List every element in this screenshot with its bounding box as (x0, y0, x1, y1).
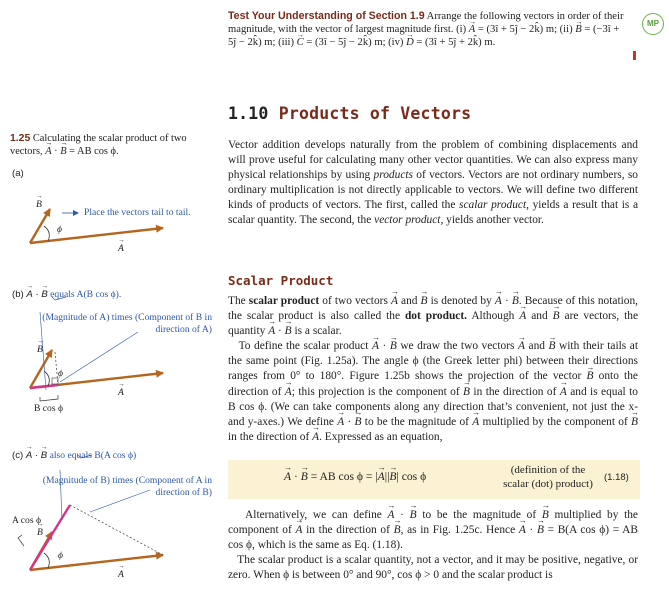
vector-a-symbol: → A (378, 470, 385, 483)
label-b (37, 344, 43, 355)
intro-emphasis: products (373, 169, 413, 182)
vector-a-symbol: → A (26, 289, 32, 300)
equation-description: (definition of the scalar (dot) product) (503, 464, 593, 490)
para-text: to be the magnitude of (416, 509, 542, 521)
para-text: in the direction of (470, 385, 560, 398)
para-text: to be the magnitude of (361, 415, 473, 428)
vector-b-symbol: → B (37, 527, 43, 538)
vector-a-symbol: → A (118, 243, 124, 254)
para-text: multiplied by the component of (479, 415, 632, 428)
section-heading (228, 104, 471, 123)
para-bold: scalar product (248, 295, 320, 307)
para-text: multiplied by the component of (228, 509, 638, 537)
para-text: is denoted by (427, 295, 495, 307)
vector-b-symbol: → B (575, 23, 581, 36)
vector-b-symbol: → B (285, 324, 292, 339)
section-number: 1.10 (228, 104, 269, 123)
panel-b-label: (b) (12, 289, 24, 300)
panel-c-heading: (c) → A · → B also equals B(A cos ϕ) (12, 450, 136, 462)
vector-a-symbol: → A (388, 508, 395, 523)
para-text: . Because of this notation, the scalar product is also called the (228, 295, 639, 323)
label-a (118, 243, 124, 254)
panel-c-note: (Magnitude of B) times (Component of A in direction of B) (42, 475, 212, 498)
vector-a-symbol: → A (268, 324, 275, 339)
test-your-understanding (228, 10, 630, 50)
equation-text: || (384, 470, 390, 483)
para-text: Although (467, 310, 520, 323)
para-text: and (397, 295, 421, 307)
vector-b-symbol: → B (512, 294, 519, 309)
para-bold: dot product. (404, 310, 467, 323)
para-text: . Expressed as an equation, (319, 430, 443, 443)
vector-b-symbol: → B (410, 508, 417, 523)
vector-b-symbol: → B (301, 470, 308, 483)
vector-a-symbol: → A (312, 430, 319, 445)
vector-a-symbol: → A (118, 569, 124, 580)
panel-b-length-label: B cos ϕ (34, 403, 64, 414)
equation-text: = AB cos ϕ = | (307, 470, 378, 483)
para-text: Alternatively, we can define (245, 509, 388, 521)
vector-b-symbol: → B (390, 339, 397, 354)
equation-text: | cos ϕ (396, 470, 427, 483)
label-a (118, 569, 124, 580)
para-text: , as in Fig. 1.25c. Hence (400, 524, 519, 537)
panel-c-label: (c) (12, 450, 24, 461)
vector-b-symbol: → B (631, 415, 638, 430)
tyu-text-3: = (−3î + 5ĵ − 2k̂) m; (iii) (228, 24, 620, 49)
tyu-text-4: = (3î − 5ĵ − 2k̂) m; (iv) (303, 37, 407, 49)
tyu-text-1: Arrange the following vectors in order of their magnitude, with the vector of largest magnitude first. (i) (228, 11, 624, 36)
intro-text: yields a result that is a scalar quantity. The second, the (228, 199, 639, 227)
vector-a-symbol: → A (519, 523, 526, 538)
intro-emphasis: scalar product, (459, 199, 529, 212)
panel-a-label: (a) (12, 168, 24, 179)
para-text: onto the direction of (228, 370, 638, 398)
vector-a-symbol: → A (26, 450, 32, 461)
vector-a-symbol: → A (295, 523, 302, 538)
scalar-product-paragraph: The scalar product of two vectors → A and → B is denoted by → A · → B. Because of this notation, the scalar product is also called the dot product. Although → A and → B are vectors, the quantity → A · → B is a scalar. To define the scalar product → A · → B we draw the two vectors → A and → B with their tails at the same point (Fig. 1.25a). The angle ϕ (the Greek letter phi) between their directions ranges from 0° to 180°. Figure 1.25b shows the projection of the vector → B onto the direction of → A; this projection is the component of → B in the direction of → A and is equal to B cos ϕ. (We can take components along any direction that’s convenient, not just the x- and y-axes.) We define → A · → B to be the magnitude of → A multiplied by the component of → B in the direction of → A. Expressed as an equation, (228, 294, 638, 445)
vector-b-symbol: → B (37, 344, 43, 355)
para-text: are vectors, the quantity (228, 310, 638, 338)
intro-emphasis: vector product, (374, 214, 444, 227)
intro-text: of vectors. Vectors are not ordinary numbers, so ordinary multiplication is not directly applicable to vectors. We will define two different kinds of products of vectors. The first, called the (228, 169, 638, 212)
label-b (36, 199, 42, 210)
alternative-definition-paragraph: Alternatively, we can define → A · → B to be the magnitude of → B multiplied by the component of → A in the direction of → B, as in Fig. 1.25c. Hence → A · → B = B(A cos ϕ) = AB cos ϕ, which is the same as Eq. (1.18). The scalar product is a scalar quantity, not a vector, and it may be positive, negative, or zero. When ϕ is between 0° and 90°, cos ϕ > 0 and the scalar product is (228, 508, 638, 583)
vector-a-symbol: → A (285, 385, 292, 400)
subsection-heading: Scalar Product (228, 273, 334, 288)
para-text: and (526, 310, 553, 323)
vector-b-symbol: → B (537, 523, 544, 538)
intro-paragraph (228, 138, 638, 229)
panel-c-length-label: A cos ϕ (12, 515, 42, 526)
intro-text: yields another vector. (443, 214, 544, 227)
para-text: The scalar product is a scalar quantity, not a vector, and it may be positive, negative, or zero. When ϕ is between 0° and 90°, cos ϕ > 0 and the scalar product is (228, 554, 638, 582)
vector-a-symbol: → A (118, 387, 124, 398)
panel-c-vectors (18, 455, 163, 570)
vector-c-symbol: → C (297, 36, 304, 49)
para-text: and is equal to B cos ϕ. (We can take components along any direction that’s convenient, not just the x- and y-axes.) We define (228, 385, 638, 428)
vector-a-symbol: → A (472, 415, 479, 430)
para-text: in the direction of (228, 430, 313, 443)
vector-a-symbol: → A (337, 415, 344, 430)
vector-d-symbol: → D (406, 36, 414, 49)
vector-a-symbol: → A (519, 309, 526, 324)
vector-a-arrow (30, 228, 163, 243)
vector-a-symbol: → A (495, 294, 502, 309)
section-title: Products of Vectors (278, 104, 472, 123)
tyu-text-2: = (3î + 5ĵ − 2k̂) m; (ii) (475, 24, 576, 36)
para-text: To define the scalar product (238, 340, 372, 353)
vector-b-symbol: → B (36, 199, 42, 210)
panel-a-note: Place the vectors tail to tail. (84, 207, 191, 218)
vector-a-symbol: → A (469, 23, 475, 36)
vector-a-symbol: → A (560, 385, 567, 400)
figure-caption: 1.25 Calculating the scalar product of two vectors, → A · → B = AB cos ϕ. (10, 133, 215, 158)
para-text: is a scalar. (291, 325, 342, 338)
tyu-text-5: = (3î + 5ĵ + 2k̂) m. (413, 37, 496, 49)
vector-b-symbol: → B (389, 470, 396, 483)
vector-a-symbol: → A (391, 294, 398, 309)
caption-text: = AB cos ϕ. (66, 145, 119, 157)
vector-a-symbol: → A (45, 146, 51, 159)
vector-b-symbol: → B (587, 369, 594, 384)
vector-b-symbol: → B (542, 508, 549, 523)
intro-text: Vector addition develops naturally from the problem of combining displacements and will prove useful for calculating many other vector quantities. We can also express many physical relationships by using (228, 139, 638, 182)
vector-b-arrow (30, 350, 52, 388)
panel-b-heading: (b) → A · → B equals A(B cos ϕ). (12, 289, 121, 301)
para-text: we draw the two vectors (396, 340, 518, 353)
vector-b-symbol: → B (41, 450, 47, 461)
vector-b-arrow (30, 209, 50, 243)
para-text: with their tails at the same point (Fig. 1.25a). The angle ϕ (the Greek letter phi) between their directions ranges from 0° to 180°. Figure 1.25b shows the projection of the vector (228, 340, 638, 383)
equation-number: (1.18) (604, 472, 629, 483)
label-phi: ϕ (58, 368, 63, 379)
para-text: and (524, 340, 549, 353)
label-phi: ϕ (58, 550, 63, 561)
end-marker (633, 51, 636, 60)
para-text: of two vectors (319, 295, 391, 307)
vector-b-symbol: → B (355, 415, 362, 430)
vector-b-symbol: → B (421, 294, 428, 309)
vector-b-symbol: → B (41, 289, 47, 300)
vector-a-arrow (30, 555, 163, 570)
caption-text: Calculating the scalar product of two vectors, (10, 133, 187, 157)
para-text: = B(A cos ϕ) = AB cos ϕ, which is the same as Eq. (1.18). (228, 524, 638, 552)
vector-a-symbol: → A (284, 470, 291, 483)
label-phi: ϕ (57, 224, 62, 235)
equation-1-18: → A · → B = AB cos ϕ = |→ A||→ B| cos ϕ (284, 470, 426, 483)
label-b (37, 527, 43, 538)
para-text: in the direction of (302, 524, 394, 537)
vector-a-symbol: → A (372, 339, 379, 354)
vector-a-symbol: → A (518, 339, 525, 354)
para-text: ; this projection is the component of (291, 385, 464, 398)
panel-c-text: also equals B(A cos ϕ) (47, 450, 137, 461)
label-a (118, 387, 124, 398)
mp-badge: MP (642, 13, 664, 35)
tyu-heading: Test Your Understanding of Section 1.9 (228, 10, 425, 22)
vector-b-symbol: → B (463, 385, 470, 400)
vector-b-symbol: → B (549, 339, 556, 354)
panel-b-text: equals A(B cos ϕ). (47, 289, 122, 300)
figure-number: 1.25 (10, 133, 31, 144)
vector-b-symbol: → B (394, 523, 401, 538)
panel-b-note: (Magnitude of A) times (Component of B in direction of A) (42, 312, 212, 335)
para-text: The (228, 295, 249, 307)
vector-b-symbol: → B (553, 309, 560, 324)
vector-b-symbol: → B (60, 146, 66, 159)
